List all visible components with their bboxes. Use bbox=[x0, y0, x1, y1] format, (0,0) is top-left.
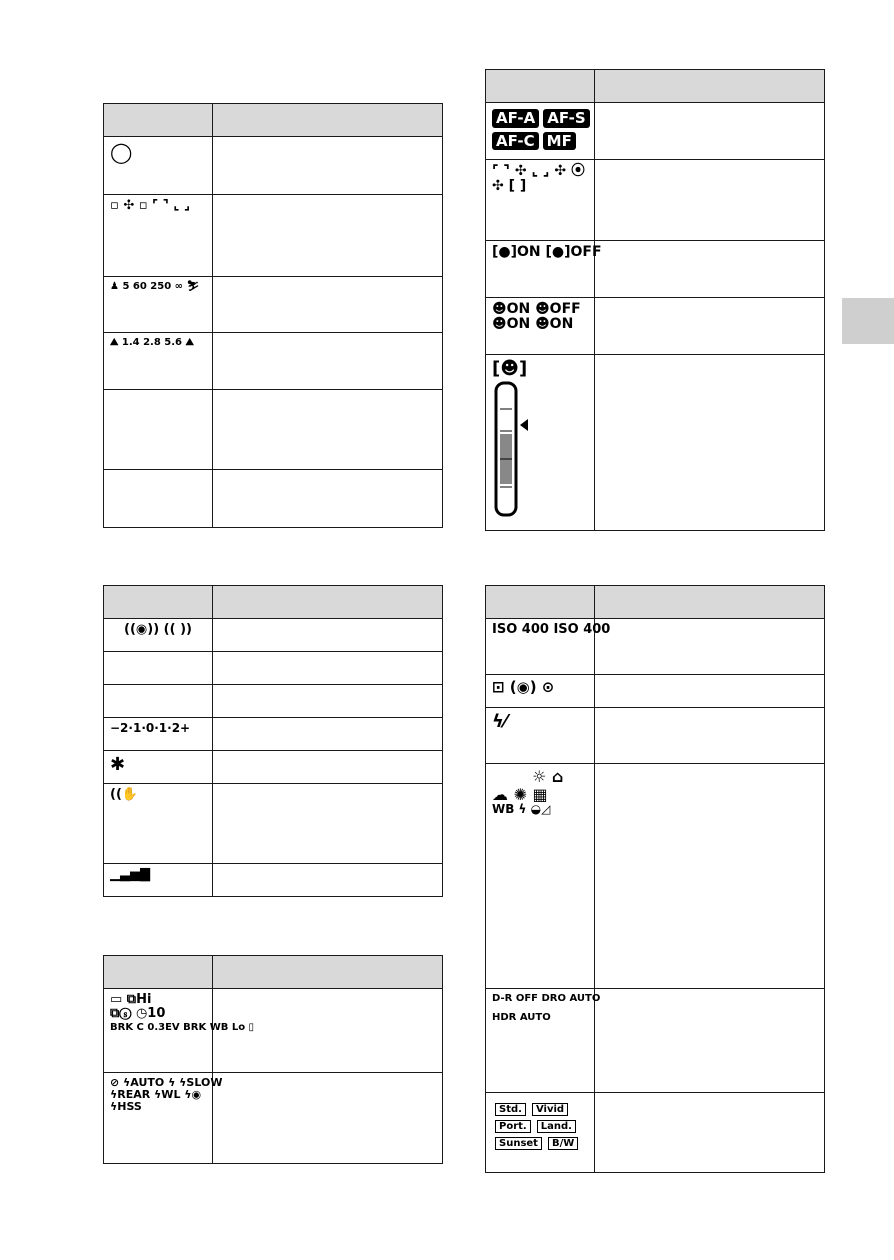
distance-scale-icon: ♟ 5 60 250 ∞ ⛷ bbox=[104, 277, 213, 333]
left-table-focus bbox=[103, 103, 443, 528]
dro-icons-line: D-R OFF DRO AUTO bbox=[492, 993, 601, 1004]
empty-cell bbox=[104, 652, 213, 685]
wb-icons-line: ☼ ⌂ bbox=[532, 767, 564, 786]
face-detect-icons: ☻ON ☻OFF ☻ON ☻ON bbox=[486, 298, 595, 355]
exposure-scale-icon: −2·1·0·1·2+ bbox=[104, 718, 213, 751]
header-cell bbox=[595, 586, 825, 619]
ae-lock-icon: ✱ bbox=[104, 751, 213, 784]
header-cell bbox=[595, 70, 825, 103]
creative-style-icons bbox=[486, 1093, 595, 1173]
header-cell bbox=[486, 586, 595, 619]
empty-cell bbox=[104, 390, 213, 470]
style-vivid-icon: Vivid bbox=[532, 1103, 568, 1116]
af-mode-icons bbox=[486, 103, 595, 160]
flash-compensation-icon: ϟ⁄ bbox=[486, 708, 595, 764]
white-balance-icons bbox=[486, 764, 595, 989]
drive-icons-line: ▭ ⧉Hi bbox=[110, 992, 152, 1007]
camera-shake-icon: ((✋ bbox=[104, 784, 213, 864]
smile-icon: [☻] bbox=[492, 358, 528, 379]
flash-icons-line: ⊘ ϟAUTO ϟ ϟSLOW bbox=[110, 1076, 223, 1089]
af-s-icon: AF-S bbox=[543, 109, 589, 128]
section-tab-marker bbox=[842, 298, 894, 344]
spot-meter-circle-icon: ◯ bbox=[104, 137, 213, 195]
style-sunset-icon: Sunset bbox=[495, 1137, 542, 1150]
steadyshot-icon: ((◉)) (( )) bbox=[104, 619, 213, 652]
wb-icons-line: ☁ ✺ ▦ bbox=[492, 784, 548, 804]
dro-hdr-icons bbox=[486, 989, 601, 1093]
smile-level-gauge-icon bbox=[492, 379, 542, 519]
empty-cell bbox=[104, 470, 213, 528]
header-cell bbox=[213, 956, 443, 989]
af-area-icons: ⌜ ⌝ ✣ ⌞ ⌟ ✣ ⦿ ✣ [ ] bbox=[486, 160, 595, 241]
style-bw-icon: B/W bbox=[548, 1137, 578, 1150]
header-cell bbox=[104, 104, 213, 137]
left-table-exposure bbox=[103, 585, 443, 897]
right-table-focus-modes bbox=[485, 69, 825, 531]
aperture-scale-icon: ⛰ 1.4 2.8 5.6 ⛰ bbox=[104, 333, 213, 390]
iso-icons: ISO 400 ISO 400 bbox=[486, 619, 595, 675]
style-portrait-icon: Port. bbox=[495, 1120, 531, 1133]
flash-icons-line: ϟREAR ϟWL ϟ◉ bbox=[110, 1088, 202, 1102]
header-cell bbox=[104, 586, 213, 619]
style-landscape-icon: Land. bbox=[537, 1120, 576, 1133]
mf-icon: MF bbox=[543, 132, 576, 151]
header-cell bbox=[486, 70, 595, 103]
wb-icons-line: WB ϟ ◒◿ bbox=[492, 802, 551, 817]
left-table-drive-flash bbox=[103, 955, 443, 1164]
signal-bars-icon: ▁▃▅▇ bbox=[104, 864, 213, 897]
smile-shutter-icon bbox=[486, 355, 595, 531]
flash-icons-line: ϟHSS bbox=[110, 1100, 142, 1114]
header-cell bbox=[213, 586, 443, 619]
empty-cell bbox=[104, 685, 213, 718]
af-a-icon: AF-A bbox=[492, 109, 539, 128]
af-c-icon: AF-C bbox=[492, 132, 539, 151]
eye-af-icons: [●]ON [●]OFF bbox=[486, 241, 595, 298]
right-table-image-settings bbox=[485, 585, 825, 1173]
style-std-icon: Std. bbox=[495, 1103, 526, 1116]
header-cell bbox=[104, 956, 213, 989]
header-cell bbox=[213, 104, 443, 137]
drive-icons-line: ⧉ⓢ ◷10 bbox=[110, 1006, 166, 1022]
metering-mode-icons: ⊡ (◉) ⊙ bbox=[486, 675, 595, 708]
hdr-icon: HDR AUTO bbox=[492, 1012, 551, 1023]
focus-area-icon: ▫ ✣ ▫ ⌜ ⌝ ⌞ ⌟ bbox=[104, 195, 213, 277]
flash-mode-icons bbox=[104, 1073, 223, 1164]
drive-mode-icons bbox=[104, 989, 255, 1073]
bracket-icons-line: BRK C 0.3EV BRK WB Lo ▯ bbox=[110, 1021, 255, 1033]
